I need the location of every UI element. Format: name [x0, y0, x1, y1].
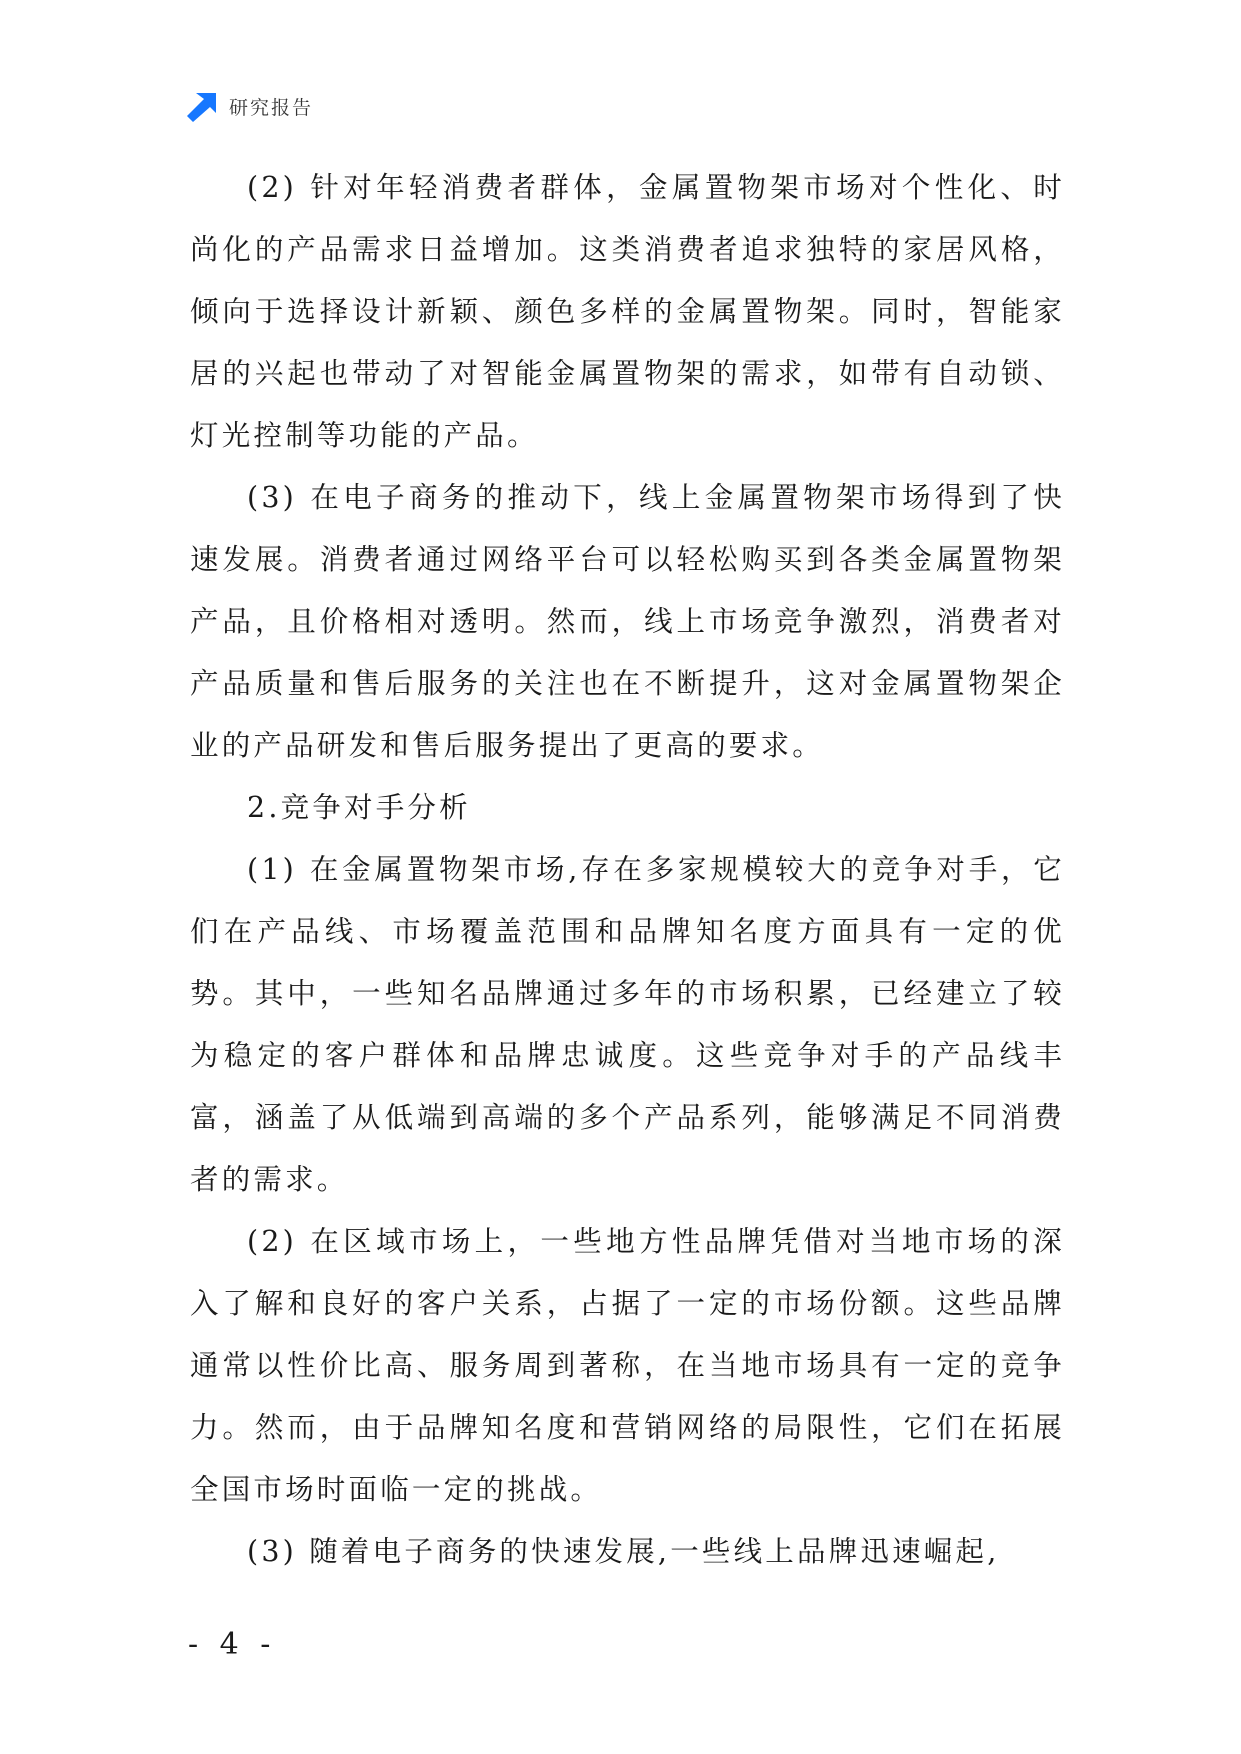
document-body: [190, 157, 1065, 1583]
paragraph: (2) 在区域市场上，一些地方性品牌凭借对当地市场的深入了解和良好的客户关系，占据了一定的市场份额。这些品牌通常以性价比高、服务周到著称，在当地市场具有一定的竞争力。然而，由于品牌知名度和营销网络的局限性，它们在拓展全国市场时面临一定的挑战。: [190, 1225, 1065, 1506]
header-title: 研究报告: [229, 96, 314, 119]
paragraph: (1) 在金属置物架市场,存在多家规模较大的竞争对手，它们在产品线、市场覆盖范围和品牌知名度方面具有一定的优势。其中，一些知名品牌通过多年的市场积累，已经建立了较为稳定的客户群体和品牌忠诚度。这些竞争对手的产品线丰富，涵盖了从低端到高端的多个产品系列，能够满足不同消费者的需求。: [190, 853, 1065, 1196]
paragraph: (3) 随着电子商务的快速发展,一些线上品牌迅速崛起,: [247, 1535, 1000, 1568]
paragraph: (3) 在电子商务的推动下，线上金属置物架市场得到了快速发展。消费者通过网络平台可以轻松购买到各类金属置物架产品，且价格相对透明。然而，线上市场竞争激烈，消费者对产品质量和售后服务的关注也在不断提升，这对金属置物架企业的产品研发和售后服务提出了更高的要求。: [190, 481, 1065, 762]
paragraph: (2) 针对年轻消费者群体，金属置物架市场对个性化、时尚化的产品需求日益增加。这类消费者追求独特的家居风格，倾向于选择设计新颖、颜色多样的金属置物架。同时，智能家居的兴起也带动了对智能金属置物架的需求，如带有自动锁、灯光控制等功能的产品。: [190, 171, 1065, 452]
arrow-up-right-icon: [187, 90, 219, 122]
section-heading: 2.竞争对手分析: [247, 791, 471, 824]
page-number: - 4 -: [188, 1627, 277, 1662]
report-header: [187, 88, 313, 124]
